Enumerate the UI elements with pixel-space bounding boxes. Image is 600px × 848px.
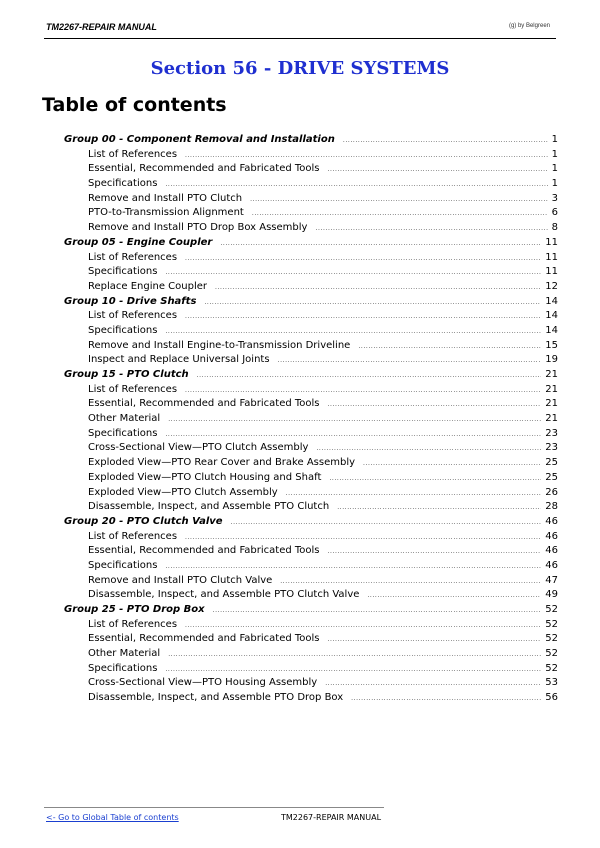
toc-entry-label: List of References bbox=[88, 310, 178, 322]
toc-entry-label: Specifications bbox=[88, 559, 158, 571]
toc-entry[interactable] bbox=[64, 412, 558, 427]
dot-leader bbox=[337, 501, 541, 516]
dot-leader bbox=[325, 677, 541, 692]
toc-entry[interactable] bbox=[64, 280, 558, 295]
toc-entry-label: Cross-Sectional View—PTO Housing Assembly bbox=[88, 677, 318, 689]
toc-entry[interactable] bbox=[64, 427, 558, 442]
dot-leader bbox=[252, 207, 548, 222]
toc-entry-page: 49 bbox=[545, 589, 558, 601]
toc-entry-page: 1 bbox=[551, 178, 558, 190]
dot-leader bbox=[165, 663, 541, 678]
toc-entry[interactable] bbox=[64, 691, 558, 706]
dot-leader bbox=[165, 428, 541, 443]
toc-entry-page: 52 bbox=[545, 633, 558, 645]
toc-entry[interactable] bbox=[64, 471, 558, 486]
header-manual-title: TM2267-REPAIR MANUAL bbox=[46, 22, 157, 32]
toc-entry-label: Specifications bbox=[88, 427, 158, 439]
toc-entry[interactable] bbox=[64, 441, 558, 456]
toc-entry[interactable] bbox=[64, 559, 558, 574]
toc-entry-page: 8 bbox=[551, 222, 558, 234]
dot-leader bbox=[328, 633, 542, 648]
toc-entry-label: Remove and Install PTO Clutch bbox=[88, 192, 243, 204]
toc-entry-page: 11 bbox=[545, 236, 558, 248]
toc-entry-label: Group 20 - PTO Clutch Valve bbox=[64, 515, 223, 527]
global-toc-link[interactable]: <- Go to Global Table of contents bbox=[46, 813, 179, 822]
toc-entry-page: 56 bbox=[545, 692, 558, 704]
toc-entry-page: 23 bbox=[545, 427, 558, 439]
dot-leader bbox=[213, 604, 542, 619]
toc-entry-label: Disassemble, Inspect, and Assemble PTO Clutch Valve bbox=[88, 589, 360, 601]
toc-entry-label: Disassemble, Inspect, and Assemble PTO Clutch bbox=[88, 501, 330, 513]
toc-entry-label: Group 10 - Drive Shafts bbox=[64, 295, 197, 307]
toc-entry-label: Group 15 - PTO Clutch bbox=[64, 369, 189, 380]
toc-entry-page: 52 bbox=[545, 604, 558, 615]
toc-entry-page: 46 bbox=[545, 545, 558, 557]
dot-leader bbox=[316, 442, 541, 457]
toc-entry-page: 12 bbox=[545, 280, 558, 292]
toc-entry-page: 52 bbox=[545, 662, 558, 674]
toc-entry[interactable] bbox=[64, 192, 558, 207]
toc-entry[interactable] bbox=[64, 544, 558, 559]
dot-leader bbox=[280, 575, 541, 590]
toc-entry[interactable] bbox=[64, 588, 558, 603]
dot-leader bbox=[329, 472, 541, 487]
toc-entry[interactable] bbox=[64, 353, 558, 368]
toc-entry[interactable] bbox=[64, 647, 558, 662]
toc-entry-label: Group 05 - Engine Coupler bbox=[64, 236, 213, 248]
toc-entry-label: Exploded View—PTO Rear Cover and Brake Assembly bbox=[88, 457, 356, 469]
toc-entry-page: 26 bbox=[545, 486, 558, 498]
toc-entry-label: Other Material bbox=[88, 413, 161, 425]
dot-leader bbox=[328, 545, 542, 560]
toc-entry-page: 25 bbox=[545, 457, 558, 469]
toc-entry[interactable] bbox=[64, 177, 558, 192]
dot-leader bbox=[185, 384, 541, 399]
dot-leader bbox=[343, 134, 548, 149]
toc-entry-page: 15 bbox=[545, 339, 558, 351]
toc-entry-label: Essential, Recommended and Fabricated Tools bbox=[88, 163, 320, 175]
toc-group-entry[interactable] bbox=[64, 368, 558, 383]
dot-leader bbox=[197, 369, 542, 384]
toc-entry-page: 1 bbox=[551, 134, 558, 145]
toc-entry-page: 14 bbox=[545, 324, 558, 336]
dot-leader bbox=[250, 193, 548, 208]
dot-leader bbox=[328, 163, 548, 178]
toc-entry[interactable] bbox=[64, 339, 558, 354]
dot-leader bbox=[168, 413, 541, 428]
dot-leader bbox=[185, 310, 541, 325]
toc-group-entry[interactable] bbox=[64, 236, 558, 251]
toc-group-entry[interactable] bbox=[64, 295, 558, 310]
dot-leader bbox=[315, 222, 547, 237]
toc-entry-label: List of References bbox=[88, 148, 178, 160]
dot-leader bbox=[185, 531, 541, 546]
dot-leader bbox=[185, 149, 548, 164]
toc-entry-label: Specifications bbox=[88, 662, 158, 674]
footer-manual-title: TM2267-REPAIR MANUAL bbox=[281, 813, 382, 822]
toc-entry[interactable] bbox=[64, 486, 558, 501]
toc-entry-label: Essential, Recommended and Fabricated Tools bbox=[88, 633, 320, 645]
toc-entry-label: Disassemble, Inspect, and Assemble PTO Drop Box bbox=[88, 692, 344, 704]
toc-entry-page: 1 bbox=[551, 148, 558, 160]
toc-entry[interactable] bbox=[64, 662, 558, 677]
toc-entry-page: 3 bbox=[551, 192, 558, 204]
dot-leader bbox=[363, 457, 541, 472]
toc-entry[interactable] bbox=[64, 574, 558, 589]
toc-entry-label: List of References bbox=[88, 618, 178, 630]
toc-entry-label: Other Material bbox=[88, 648, 161, 660]
toc-entry-page: 1 bbox=[551, 163, 558, 175]
toc-entry-page: 21 bbox=[545, 369, 558, 380]
toc-entry[interactable] bbox=[64, 162, 558, 177]
toc-entry-label: Specifications bbox=[88, 324, 158, 336]
toc-entry[interactable] bbox=[64, 530, 558, 545]
dot-leader bbox=[165, 560, 541, 575]
header-credit: (g) by Belgreen bbox=[508, 23, 550, 29]
toc-entry-page: 52 bbox=[545, 618, 558, 630]
toc-entry-label: Exploded View—PTO Clutch Assembly bbox=[88, 486, 278, 498]
page-header bbox=[44, 20, 556, 39]
toc-entry[interactable] bbox=[64, 206, 558, 221]
toc-entry-label: List of References bbox=[88, 383, 178, 395]
dot-leader bbox=[220, 237, 541, 252]
toc-entry[interactable] bbox=[64, 632, 558, 647]
dot-leader bbox=[286, 487, 542, 502]
toc-entry-label: Remove and Install Engine-to-Transmission Driveline bbox=[88, 339, 351, 351]
toc-entry-page: 11 bbox=[545, 266, 558, 278]
dot-leader bbox=[278, 354, 542, 369]
toc-entry-page: 11 bbox=[545, 251, 558, 263]
toc-entry-page: 46 bbox=[545, 515, 558, 527]
footer-divider bbox=[44, 807, 384, 808]
toc-entry[interactable] bbox=[64, 397, 558, 412]
dot-leader bbox=[168, 648, 541, 663]
toc-entry[interactable] bbox=[64, 324, 558, 339]
toc-group-entry[interactable] bbox=[64, 133, 558, 148]
toc-entry-label: Specifications bbox=[88, 266, 158, 278]
toc-entry-page: 25 bbox=[545, 471, 558, 483]
toc-entry-page: 19 bbox=[545, 354, 558, 366]
toc-entry-page: 14 bbox=[545, 295, 558, 307]
toc-entry[interactable] bbox=[64, 265, 558, 280]
toc-entry-label: Essential, Recommended and Fabricated Tools bbox=[88, 398, 320, 410]
toc-group-entry[interactable] bbox=[64, 603, 558, 618]
toc-entry[interactable] bbox=[64, 676, 558, 691]
toc-entry-label: Cross-Sectional View—PTO Clutch Assembly bbox=[88, 442, 309, 454]
toc-entry-page: 21 bbox=[545, 413, 558, 425]
toc-heading: Table of contents bbox=[42, 94, 227, 116]
dot-leader bbox=[351, 692, 541, 707]
dot-leader bbox=[165, 178, 547, 193]
dot-leader bbox=[367, 589, 541, 604]
dot-leader bbox=[185, 619, 541, 634]
dot-leader bbox=[165, 325, 541, 340]
toc-entry-label: List of References bbox=[88, 530, 178, 542]
toc-entry-page: 14 bbox=[545, 310, 558, 322]
toc-entry-label: Specifications bbox=[88, 178, 158, 190]
toc-entry-label: List of References bbox=[88, 251, 178, 263]
table-of-contents bbox=[64, 133, 558, 706]
dot-leader bbox=[204, 296, 541, 311]
toc-entry-label: Group 00 - Component Removal and Installation bbox=[64, 134, 335, 145]
dot-leader bbox=[165, 266, 541, 281]
toc-entry[interactable] bbox=[64, 251, 558, 266]
toc-entry-label: Replace Engine Coupler bbox=[88, 280, 208, 292]
toc-entry-label: Essential, Recommended and Fabricated Tools bbox=[88, 545, 320, 557]
toc-entry-page: 47 bbox=[545, 574, 558, 586]
dot-leader bbox=[215, 281, 541, 296]
toc-entry-page: 21 bbox=[545, 383, 558, 395]
section-title: Section 56 - DRIVE SYSTEMS bbox=[150, 58, 450, 79]
dot-leader bbox=[185, 252, 541, 267]
toc-entry[interactable] bbox=[64, 309, 558, 324]
toc-entry-page: 23 bbox=[545, 442, 558, 454]
toc-entry-label: Exploded View—PTO Clutch Housing and Shaft bbox=[88, 471, 322, 483]
toc-entry[interactable] bbox=[64, 221, 558, 236]
toc-entry[interactable] bbox=[64, 383, 558, 398]
toc-entry-page: 6 bbox=[551, 207, 558, 219]
toc-entry-label: Remove and Install PTO Drop Box Assembly bbox=[88, 222, 308, 234]
toc-entry[interactable] bbox=[64, 456, 558, 471]
toc-entry-page: 53 bbox=[545, 677, 558, 689]
toc-entry-page: 21 bbox=[545, 398, 558, 410]
toc-entry-page: 28 bbox=[545, 501, 558, 513]
toc-entry-page: 46 bbox=[545, 559, 558, 571]
toc-entry-label: Remove and Install PTO Clutch Valve bbox=[88, 574, 273, 586]
toc-entry-label: Group 25 - PTO Drop Box bbox=[64, 604, 205, 615]
dot-leader bbox=[328, 398, 542, 413]
toc-entry-page: 52 bbox=[545, 648, 558, 660]
toc-entry[interactable] bbox=[64, 148, 558, 163]
toc-entry[interactable] bbox=[64, 618, 558, 633]
toc-group-entry[interactable] bbox=[64, 515, 558, 530]
toc-entry-page: 46 bbox=[545, 530, 558, 542]
toc-entry-label: PTO-to-Transmission Alignment bbox=[88, 207, 244, 219]
toc-entry[interactable] bbox=[64, 500, 558, 515]
dot-leader bbox=[358, 340, 541, 355]
dot-leader bbox=[231, 516, 542, 531]
toc-entry-label: Inspect and Replace Universal Joints bbox=[88, 354, 270, 366]
